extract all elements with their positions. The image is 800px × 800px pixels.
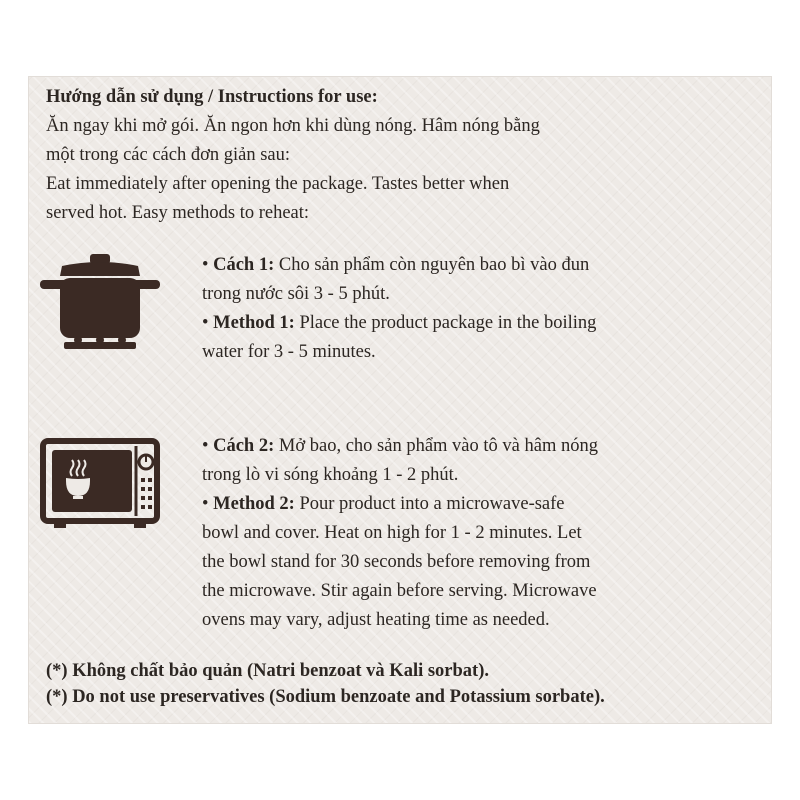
intro-vi-line-1: Ăn ngay khi mở gói. Ăn ngon hơn khi dùng nóng. Hâm nóng bằng xyxy=(46,116,540,136)
method1-vi-text-1: Cho sản phẩm còn nguyên bao bì vào đun xyxy=(278,255,590,275)
method2-vi-line-2: trong lò vi sóng khoảng 1 - 2 phút. xyxy=(202,465,459,485)
method2-en-line-5: ovens may vary, adjust heating time as needed. xyxy=(202,610,550,630)
footnote-en: (*) Do not use preservatives (Sodium benzoate and Potassium sorbate). xyxy=(46,687,605,707)
method1-en-label: Method 1: xyxy=(213,313,295,333)
method2-en-line-3: the bowl stand for 30 seconds before removing from xyxy=(202,552,591,572)
method1-en-line-1 xyxy=(202,312,596,334)
bullet: • xyxy=(202,313,209,333)
intro-en-line-1: Eat immediately after opening the package. Tastes better when xyxy=(46,174,510,194)
method2-en-line-2: bowl and cover. Heat on high for 1 - 2 minutes. Let xyxy=(202,523,582,543)
method1-vi-line-1 xyxy=(202,254,589,276)
microwave-icon xyxy=(40,438,160,530)
cooking-pot-icon xyxy=(40,254,162,358)
instructions-heading: Hướng dẫn sử dụng / Instructions for use: xyxy=(46,87,378,107)
method2-en-text-1: Pour product into a microwave-safe xyxy=(299,494,565,514)
method2-en-line-1 xyxy=(202,493,565,515)
method1-vi-line-2: trong nước sôi 3 - 5 phút. xyxy=(202,284,390,304)
intro-en-line-2: served hot. Easy methods to reheat: xyxy=(46,203,310,223)
method1-en-text-1: Place the product package in the boiling xyxy=(299,313,597,333)
method2-en-line-4: the microwave. Stir again before serving. Microwave xyxy=(202,581,597,601)
method2-vi-text-1: Mở bao, cho sản phẩm vào tô và hâm nóng xyxy=(278,436,598,456)
footnote-vi: (*) Không chất bảo quản (Natri benzoat và Kali sorbat). xyxy=(46,661,489,681)
bullet: • xyxy=(202,255,209,275)
bullet: • xyxy=(202,436,209,456)
method2-vi-label: Cách 2: xyxy=(213,436,275,456)
method2-vi-line-1 xyxy=(202,435,598,457)
method1-vi-label: Cách 1: xyxy=(213,255,275,275)
intro-vi-line-2: một trong các cách đơn giản sau: xyxy=(46,145,291,165)
method2-en-label: Method 2: xyxy=(213,494,295,514)
method1-en-line-2: water for 3 - 5 minutes. xyxy=(202,342,376,362)
bullet: • xyxy=(202,494,209,514)
